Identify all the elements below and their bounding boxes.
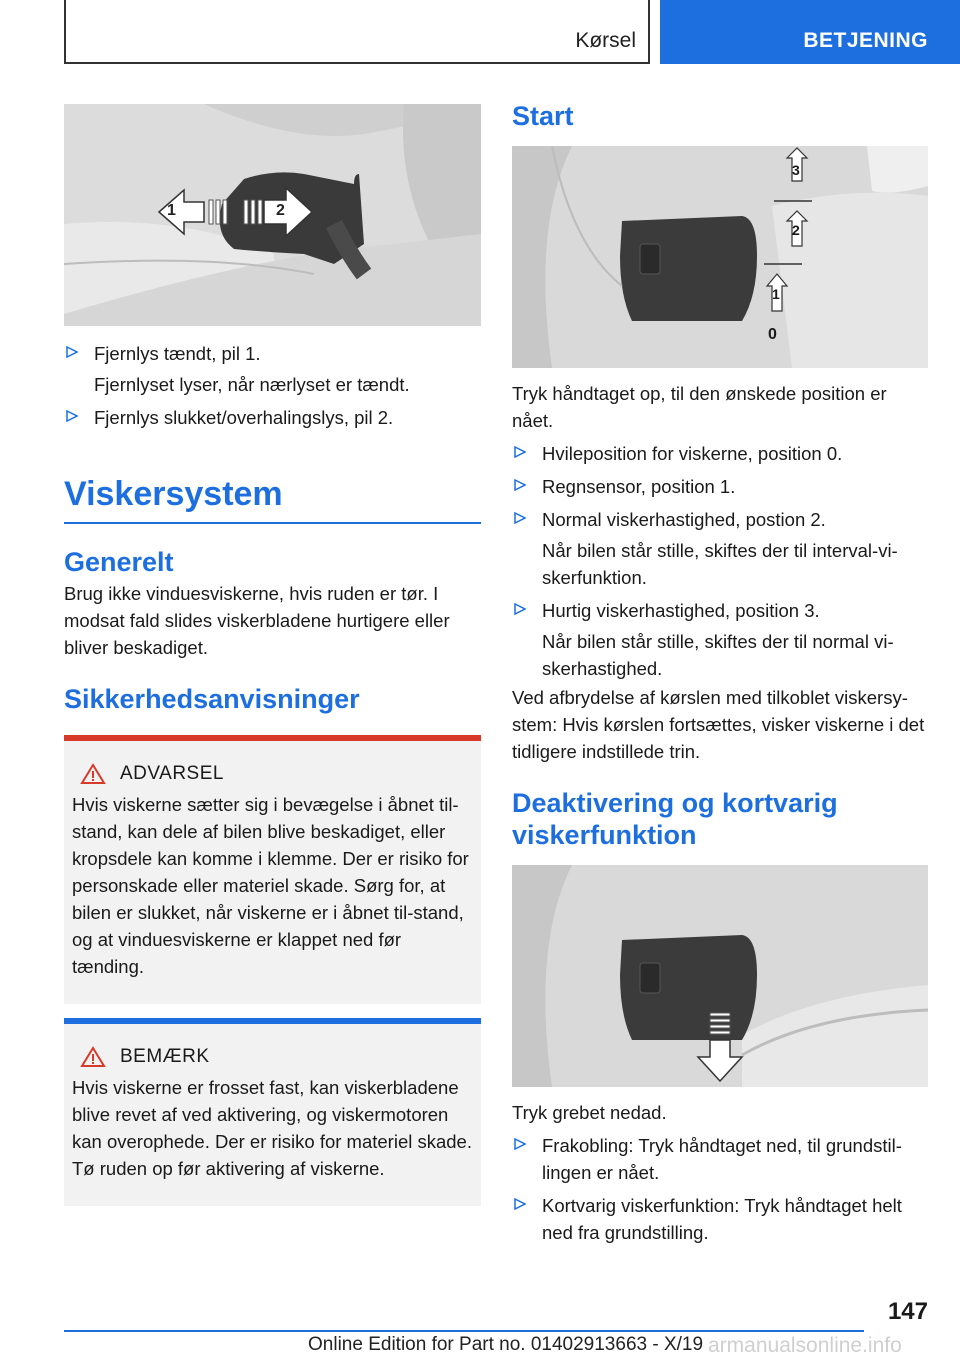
list-item-text: Hvileposition for viskerne, position 0. xyxy=(542,443,843,464)
stalk-illustration xyxy=(64,104,481,326)
list-item-text: Hurtig viskerhastighed, position 3. xyxy=(542,600,820,621)
list-item xyxy=(512,440,928,467)
list-item-text: Frakobling: Tryk håndtaget ned, til grundstil-lingen er nået. xyxy=(542,1135,902,1183)
wiper-stalk-illustration xyxy=(512,146,928,368)
section-title-sikkerhed: Sikkerhedsanvisninger xyxy=(64,684,360,714)
wiper-down-illustration xyxy=(512,865,928,1087)
list-item xyxy=(512,506,928,591)
triangle-right-outline-icon xyxy=(66,410,78,422)
header-section-tab xyxy=(660,0,960,64)
figure2-label-3: 3 xyxy=(792,162,800,178)
list-item-text: Regnsensor, position 1. xyxy=(542,476,736,497)
page-number: 147 xyxy=(887,1298,928,1325)
triangle-right-outline-icon xyxy=(514,1198,526,1210)
chapter-title: Viskersystem xyxy=(64,475,481,524)
triangle-right-outline-icon xyxy=(514,479,526,491)
note-head xyxy=(72,1046,473,1068)
triangle-right-outline-icon xyxy=(514,1138,526,1150)
figure2-label-1: 1 xyxy=(772,286,780,302)
list-item-text: Kortvarig viskerfunktion: Tryk håndtaget helt ned fra grundstilling. xyxy=(542,1195,902,1243)
start-list xyxy=(512,440,928,682)
watermark-text: armanualsonline.info xyxy=(708,1334,902,1357)
warning-triangle-icon xyxy=(80,1046,106,1068)
triangle-right-outline-icon xyxy=(514,512,526,524)
list-item-sub: Fjernlyset lyser, når nærlyset er tændt. xyxy=(94,374,410,395)
generelt-text: Brug ikke vinduesviskerne, hvis ruden er tør. I modsat fald slides viskerbladene hurtigere eller bliver beskadiget. xyxy=(64,583,450,658)
list-item-text: Fjernlys slukket/overhalingslys, pil 2. xyxy=(94,407,394,428)
list-item xyxy=(64,404,481,431)
warning-box xyxy=(64,735,481,1004)
right-column xyxy=(512,100,928,1246)
note-text: Hvis viskerne er frosset fast, kan viskerbladene blive revet af ved aktivering, og viskermotoren kan overophede. Der er risiko for materiel skade. Tø ruden op før aktivering af viskerne. xyxy=(72,1077,472,1179)
figure1-label-1: 1 xyxy=(167,202,176,219)
note-title: BEMÆRK xyxy=(120,1046,210,1067)
deakt-list xyxy=(512,1132,928,1246)
list-item xyxy=(512,597,928,682)
edition-text: Online Edition for Part no. 01402913663 - X/19 xyxy=(308,1334,704,1355)
figure-light-stalk xyxy=(64,104,481,326)
warning-triangle-icon xyxy=(80,763,106,785)
figure-wiper-positions xyxy=(512,146,928,368)
section-title-start: Start xyxy=(512,101,574,131)
light-list xyxy=(64,340,481,431)
header-chapter-tab xyxy=(64,0,650,64)
section-title-deaktivering: Deaktivering og kortvarig viskerfunktion xyxy=(512,788,838,850)
list-item xyxy=(512,473,928,500)
deakt-intro: Tryk grebet nedad. xyxy=(512,1102,667,1123)
warning-title: ADVARSEL xyxy=(120,763,224,784)
list-item-text: Normal viskerhastighed, postion 2. xyxy=(542,509,826,530)
warning-text: Hvis viskerne sætter sig i bevægelse i åbnet til-stand, kan dele af bilen blive beskadiget, eller kropsdele kan komme i klemme. Der er risiko for personskade eller materiel skade. Sørg for, at bilen er slukket, når viskerne er i åbnet til-stand, og at vinduesviskerne er klappet ned før tænding. xyxy=(72,794,469,977)
figure1-label-2: 2 xyxy=(276,202,285,219)
triangle-right-outline-icon xyxy=(514,603,526,615)
section-title-generelt: Generelt xyxy=(64,547,174,577)
warning-head xyxy=(72,763,473,785)
footer-rule xyxy=(64,1330,864,1332)
list-item-sub: Når bilen står stille, skiftes der til interval-vi-skerfunktion. xyxy=(542,540,898,588)
list-item xyxy=(512,1132,928,1186)
figure2-label-2: 2 xyxy=(792,222,800,238)
note-box xyxy=(64,1018,481,1206)
left-column xyxy=(64,104,481,1206)
triangle-right-outline-icon xyxy=(514,446,526,458)
figure-wiper-down xyxy=(512,865,928,1087)
list-item xyxy=(512,1192,928,1246)
triangle-right-outline-icon xyxy=(66,346,78,358)
list-item-sub: Når bilen står stille, skiftes der til normal vi-skerhastighed. xyxy=(542,631,894,679)
figure2-label-0: 0 xyxy=(768,326,777,343)
chapter-label: Kørsel xyxy=(575,29,636,52)
list-item-text: Fjernlys tændt, pil 1. xyxy=(94,343,261,364)
list-item xyxy=(64,340,481,398)
section-label: BETJENING xyxy=(803,29,928,52)
start-intro: Tryk håndtaget op, til den ønskede position er nået. xyxy=(512,383,887,431)
start-outro: Ved afbrydelse af kørslen med tilkoblet viskersy-stem: Hvis kørslen fortsættes, visker viskerne i det tidligere indstillede trin. xyxy=(512,687,925,762)
